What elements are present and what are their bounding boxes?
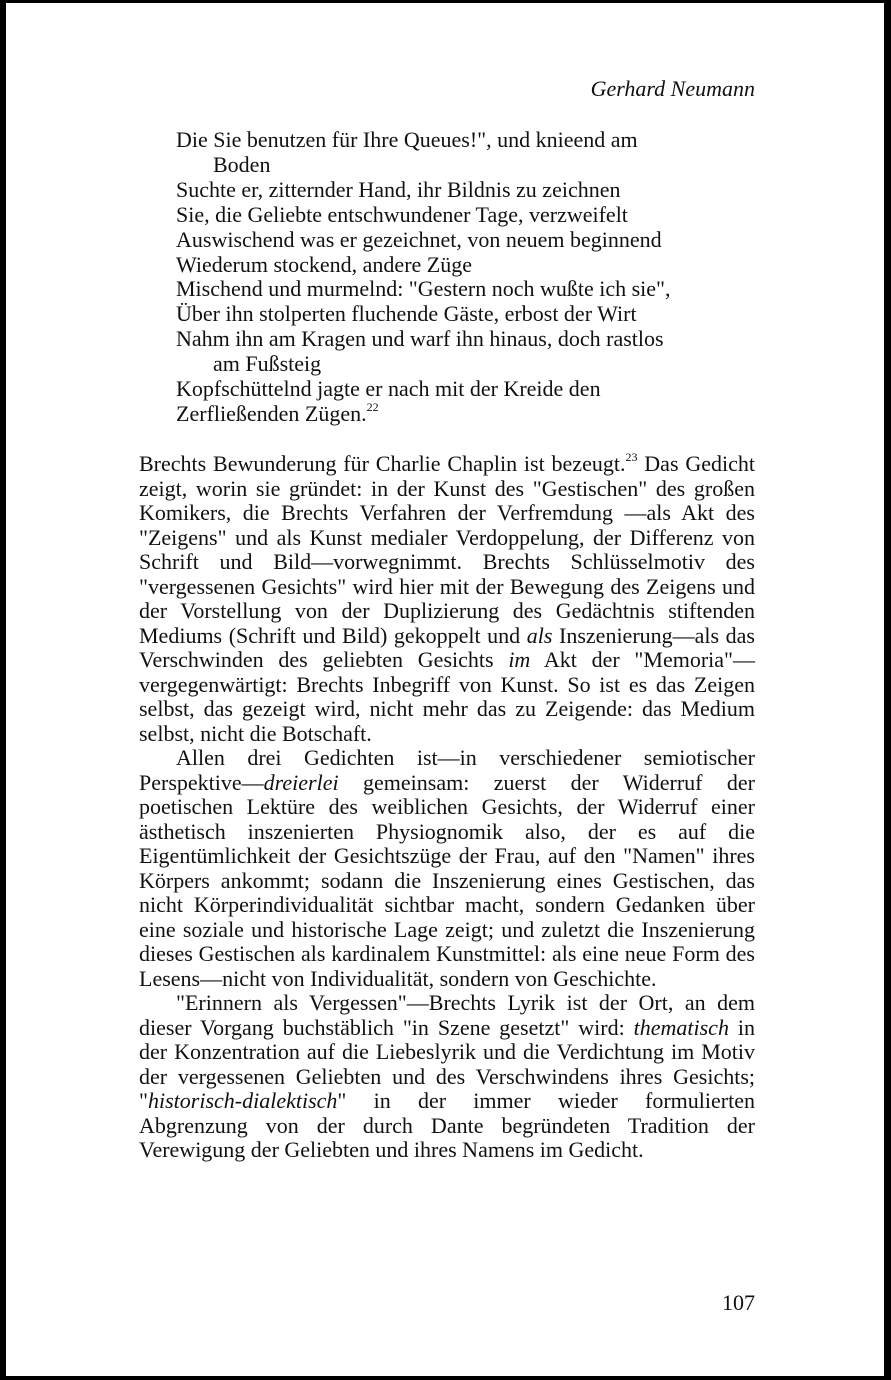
paragraph-3-text-c: in der Konzentration auf die Liebeslyrik und die Verdichtung im Motiv der vergessenen Geliebten und des Verschwindens ihres Gesichts; " bbox=[139, 1014, 755, 1113]
verse-line-text: Zerfließenden Zügen. bbox=[176, 400, 367, 426]
verse-line: Mischend und murmelnd: "Gestern noch wußte ich sie", bbox=[176, 276, 671, 302]
paragraph-3-text-a: "Erinnern als Vergessen"—Brechts Lyrik ist der Ort, an dem dieser Vorgang buchstäblich "in Szene gesetzt" wird: bbox=[139, 990, 755, 1040]
verse-line: Wiederum stockend, andere Züge bbox=[176, 251, 472, 277]
emphasis-historisch-dialektisch: historisch-dialektisch bbox=[147, 1088, 338, 1113]
verse-line: Sie, die Geliebte entschwundener Tage, verzweifelt bbox=[176, 201, 628, 227]
verse-line: Über ihn stolperten fluchende Gäste, erbost der Wirt bbox=[176, 301, 637, 327]
paragraph-2-text-c: gemeinsam: zuerst der Widerruf der poetischen Lektüre des weiblichen Gesichts, der Widerruf einer ästhetisch inszenierten Physiognomik also, der es auf die Eigentümlichkeit der Gesichtszüge der Frau, auf den "Namen" ihres Körpers ankommt; sodann die Inszenierung eines Gestischen, das nicht Körperindividualität sichtbar macht, sondern Gedanken über eine soziale und historische Lage zeigt; und zuletzt die Inszenierung dieses Gestischen als kardinalem Kunstmittel: als eine neue Form des Lesens—nicht von Individualität, sondern von Geschichte. bbox=[139, 769, 755, 991]
emphasis-dreierlei: dreierlei bbox=[263, 769, 339, 795]
scan-border-bottom bbox=[0, 1376, 891, 1380]
verse-line-continuation: Boden bbox=[213, 151, 271, 177]
scan-border-top bbox=[0, 0, 891, 3]
scan-border-right bbox=[884, 0, 891, 1380]
footnote-ref-23: 23 bbox=[625, 449, 638, 464]
verse-line: Kopfschüttelnd jagte er nach mit der Kreide den bbox=[176, 376, 601, 402]
page-number: 107 bbox=[722, 1290, 755, 1315]
emphasis-als: als bbox=[526, 622, 553, 648]
paragraph-1-text-a: Brechts Bewunderung für Charlie Chaplin ist bezeugt. bbox=[139, 451, 626, 476]
paragraph-3 bbox=[139, 991, 755, 1163]
paragraph-2-text-a: Allen drei Gedichten ist—in verschiedener semiotischer Perspektive— bbox=[139, 745, 755, 795]
scan-border-left bbox=[0, 0, 6, 1380]
paragraph-1-text-d: Inszenierung—als das Verschwinden des geliebten Gesichts bbox=[139, 622, 755, 672]
paragraph-1-text-b: Das Gedicht zeigt, worin sie gründet: in der Kunst des "Gestischen" des großen Komikers, die Brechts Verfahren der Verfremdung —als Akt des "Zeigens" und als Kunst medialer Verdoppelung, der Differenz von Schrift und Bild—vorwegnimmt. Brechts Schlüsselmotiv des "vergessenen Gesichts" wird hier mit der Bewegung des Zeigens und der Vorstellung von der Duplizierung des Gedächtnis stiftenden Mediums (Schrift und Bild) gekoppelt und bbox=[139, 451, 755, 648]
verse-line: Auswischend was er gezeichnet, von neuem beginnend bbox=[176, 226, 662, 252]
paragraph-2 bbox=[139, 746, 755, 991]
running-head: Gerhard Neumann bbox=[590, 76, 755, 101]
emphasis-thematisch: thematisch bbox=[633, 1014, 729, 1040]
verse-line: Suchte er, zitternder Hand, ihr Bildnis zu zeichnen bbox=[176, 176, 621, 202]
footnote-ref-22: 22 bbox=[366, 399, 379, 414]
paragraph-1-text-f: Akt der "Memoria"—vergegenwärtigt: Brechts Inbegriff von Kunst. So ist es das Zeigen selbst, das gezeigt wird, nicht mehr das zu Zeigende: das Medium selbst, nicht die Botschaft. bbox=[139, 647, 756, 746]
verse-line-last bbox=[176, 399, 776, 427]
verse-quotation bbox=[176, 128, 776, 427]
paragraph-1 bbox=[139, 449, 756, 746]
paragraph-3-text-e: " in der immer wieder formulierten Abgrenzung von der durch Dante begründeten Tradition der Verewigung der Geliebten und ihres Namens im Gedicht. bbox=[139, 1088, 755, 1162]
verse-line: Nahm ihn am Kragen und warf ihn hinaus, doch rastlos bbox=[176, 326, 664, 352]
verse-line-continuation: am Fußsteig bbox=[213, 351, 322, 377]
verse-line: Die Sie benutzen für Ihre Queues!", und knieend am bbox=[176, 127, 638, 152]
emphasis-im: im bbox=[508, 647, 531, 672]
body-text bbox=[139, 449, 756, 1163]
